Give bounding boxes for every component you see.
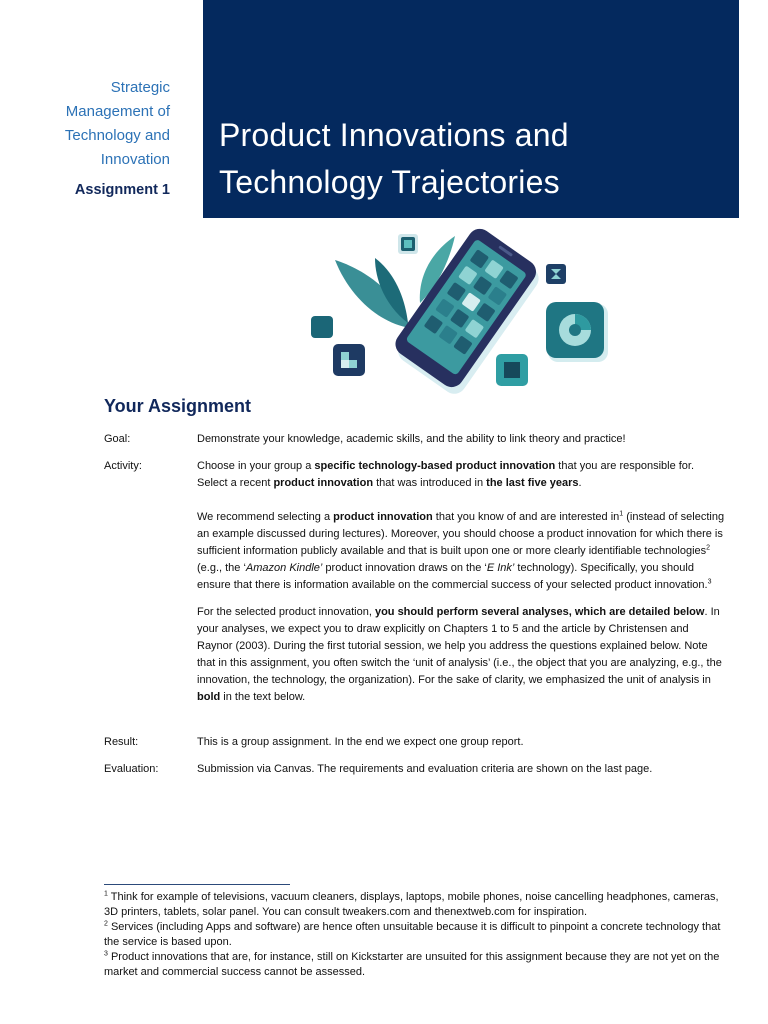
- course-title-line: Management of: [65, 103, 170, 120]
- title-banner: [203, 0, 739, 218]
- page-title-line: Product Innovations and: [219, 117, 569, 153]
- smartphone-illustration-icon: [300, 228, 620, 396]
- footnote-ref[interactable]: 3: [707, 578, 712, 586]
- result-label: Result:: [104, 736, 139, 748]
- footnote: $^3$ Product innovations that are, for instance, still on Kickstarter are unsuited for this assignment because they are not yet on the market and commercial success cannot be assessed.: [104, 950, 720, 978]
- page-title-line: Technology Trajectories: [219, 164, 560, 200]
- goal-text: Demonstrate your knowledge, academic skills, and the ability to link theory and practice!: [197, 433, 626, 445]
- section-title: Your Assignment: [104, 396, 252, 416]
- goal-label: Goal:: [104, 433, 131, 445]
- footnote-divider: [104, 884, 290, 885]
- footnote: $^2$ Services (including Apps and software) are hence often unsuitable because it is difficult to pinpoint a concrete technology that the service is based upon.: [104, 920, 721, 948]
- assignment-label: Assignment 1: [74, 182, 170, 198]
- course-title-line: Technology and: [64, 127, 170, 144]
- page-title: [219, 112, 569, 206]
- activity-paragraph: Choose in your group a specific technology-based product innovation that you are responsible for. Select a recent product innovation that was introduced in the last five years.: [197, 460, 695, 489]
- footnote-ref[interactable]: 1: [619, 510, 624, 518]
- sidebar: [20, 76, 170, 198]
- square-icon: [311, 316, 333, 338]
- evaluation-label: Evaluation:: [104, 763, 159, 775]
- activity-text: [197, 458, 727, 706]
- course-title-line: Strategic: [110, 79, 170, 96]
- activity-paragraph: We recommend selecting a product innovation that you know of and are interested $in^1$ (instead of selecting an example discussed during lectures). Moreover, you should choose a product innovation for which there is sufficient information publicly available and that is built upon one or more clearly identifiable technologies$^2$ (e.g., the ‘Amazon Kindle’ product innovation draws on the ‘E Ink’ technology). Specifically, you should ensure that there is information available on the commercial success of your selected product innovation.$^3$: [197, 510, 725, 591]
- footnotes: [104, 890, 724, 980]
- square-icon: [404, 240, 412, 248]
- footnote-ref[interactable]: 2: [706, 544, 711, 552]
- activity-label: Activity:: [104, 460, 142, 472]
- course-title-line: Innovation: [100, 151, 170, 168]
- activity-paragraph: For the selected product innovation, you should perform several analyses, which are detailed below. In your analyses, we expect you to draw explicitly on Chapters 1 to 5 and the article by Christensen and Raynor (2003). During the first tutorial session, we help you address the questions explained below. Note that in this assignment, you often switch the ‘unit of analysis’ (i.e., the object that you are analyzing, e.g., the innovation, the technology, the organization). For the sake of clarity, we emphasized the unit of analysis in bold in the text below.: [197, 606, 722, 703]
- result-text: This is a group assignment. In the end we expect one group report.: [197, 736, 524, 748]
- footnote: $^1$ Think for example of televisions, vacuum cleaners, displays, laptops, mobile phones, noise cancelling headphones, cameras, 3D printers, tablets, solar panel. You can consult tweakers.com and thenextweb.com for inspiration.: [104, 890, 719, 918]
- course-title: [20, 76, 170, 172]
- evaluation-text: Submission via Canvas. The requirements and evaluation criteria are shown on the last page.: [197, 763, 653, 775]
